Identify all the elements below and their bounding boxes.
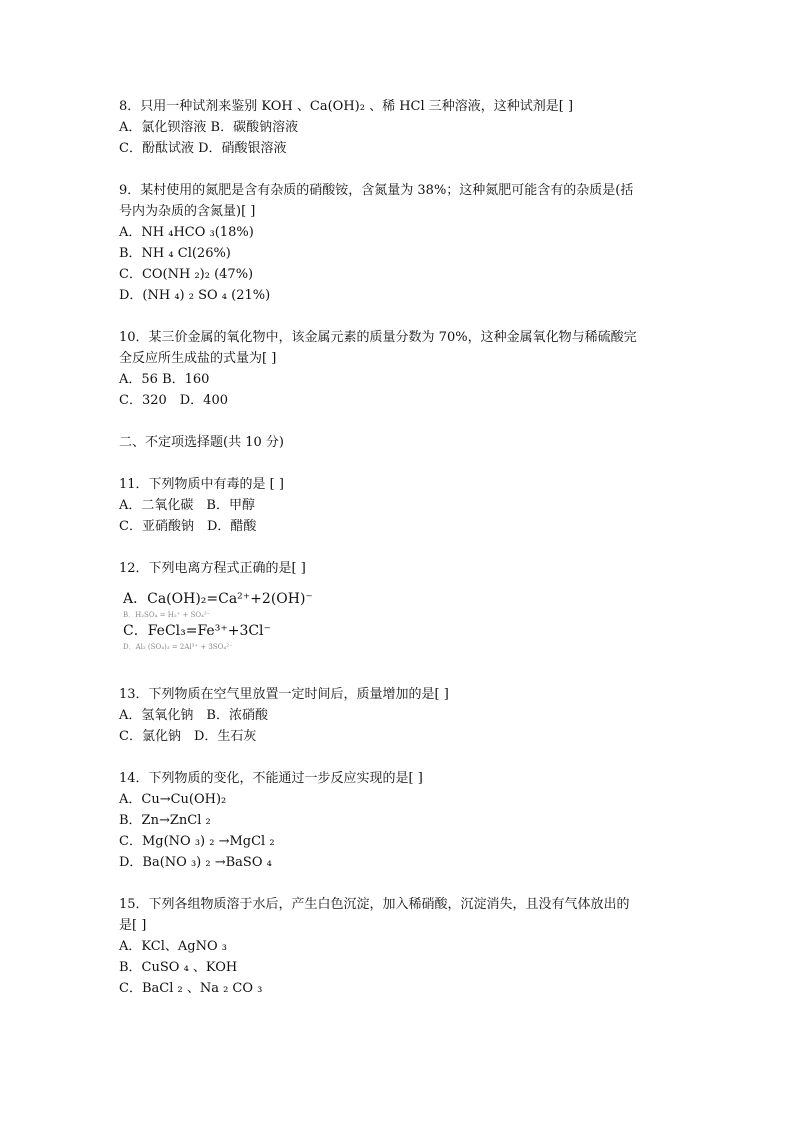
question-q13: [119, 684, 679, 747]
question-12-formulas: [119, 579, 679, 663]
question-stem-line: 14．下列物质的变化，不能通过一步反应实现的是[ ]: [119, 771, 423, 786]
question-q14: [119, 768, 679, 873]
answer-option: C．酚酞试液 D．硝酸银溶液: [119, 141, 287, 156]
answer-option: A．氯化钡溶液 B．碳酸钠溶液: [119, 120, 299, 135]
question-stem-line: 13．下列物质在空气里放置一定时间后，质量增加的是[ ]: [119, 687, 449, 702]
answer-option: D．(NH ₄) ₂ SO ₄ (21%): [119, 288, 271, 303]
question-q8: [119, 96, 679, 159]
answer-option: C．320 D．400: [119, 393, 228, 408]
answer-option: B．NH ₄ Cl(26%): [119, 246, 231, 261]
question-stem-line: 11．下列物质中有毒的是 [ ]: [119, 477, 284, 492]
question-q10: [119, 327, 679, 411]
question-stem-line: 号内为杂质的含氮量)[ ]: [119, 204, 256, 219]
formula-option-b: B．H₂SO₄ = H₂⁺ + SO₄²⁻: [123, 611, 211, 619]
answer-option: C．BaCl ₂ 、Na ₂ CO ₃: [119, 981, 263, 996]
question-stem-line: 12．下列电离方程式正确的是[ ]: [119, 561, 306, 576]
answer-option: C．氯化钠 D．生石灰: [119, 729, 257, 744]
answer-option: C．Mg(NO ₃) ₂ →MgCl ₂: [119, 834, 275, 849]
answer-option: C．亚硝酸钠 D．醋酸: [119, 519, 257, 534]
question-stem-line: 8．只用一种试剂来鉴别 KOH 、Ca(OH)₂ 、稀 HCl 三种溶液，这种试剂是[ ]: [119, 99, 574, 114]
formula-option-c: C．FeCl₃=Fe³⁺+3Cl⁻: [123, 623, 271, 639]
question-q15: [119, 894, 679, 999]
answer-option: A．56 B．160: [119, 372, 210, 387]
answer-option: C．CO(NH ₂)₂ (47%): [119, 267, 254, 282]
question-stem-line: 是[ ]: [119, 918, 147, 933]
formula-option-a: A．Ca(OH)₂=Ca²⁺+2(OH)⁻: [123, 591, 313, 607]
question-q12: [119, 558, 679, 579]
answer-option: A．氢氧化钠 B．浓硝酸: [119, 708, 268, 723]
exam-content: [119, 96, 679, 1020]
question-stem-line: 15．下列各组物质溶于水后，产生白色沉淀，加入稀硝酸，沉淀消失，且没有气体放出的: [119, 897, 630, 912]
answer-option: B．Zn→ZnCl ₂: [119, 813, 211, 828]
answer-option: B．CuSO ₄ 、KOH: [119, 960, 238, 975]
answer-option: D．Ba(NO ₃) ₂ →BaSO ₄: [119, 855, 272, 870]
section-title: 二、不定项选择题(共 10 分): [119, 435, 284, 450]
answer-option: A．Cu→Cu(OH)₂: [119, 792, 227, 807]
answer-option: A．KCl、AgNO ₃: [119, 939, 227, 954]
question-group-3: [119, 684, 679, 999]
question-stem-line: 全反应所生成盐的式量为[ ]: [119, 351, 277, 366]
question-stem-line: 10．某三价金属的氧化物中，该金属元素的质量分数为 70%，这种金属氧化物与稀硫酸完: [119, 330, 637, 345]
formula-option-d: D．Al₂ (SO₄)₃ = 2Al³⁺ + 3SO₄²⁻: [123, 643, 233, 651]
answer-option: A．NH ₄HCO ₃(18%): [119, 225, 254, 240]
formula-image: [119, 579, 679, 663]
question-group-2: [119, 474, 679, 579]
answer-option: A．二氧化碳 B．甲醇: [119, 498, 255, 513]
question-q11: [119, 474, 679, 537]
question-q9: [119, 180, 679, 306]
question-group-1: [119, 96, 679, 411]
question-stem-line: 9．某村使用的氮肥是含有杂质的硝酸铵，含氮量为 38%；这种氮肥可能含有的杂质是(括: [119, 183, 634, 198]
